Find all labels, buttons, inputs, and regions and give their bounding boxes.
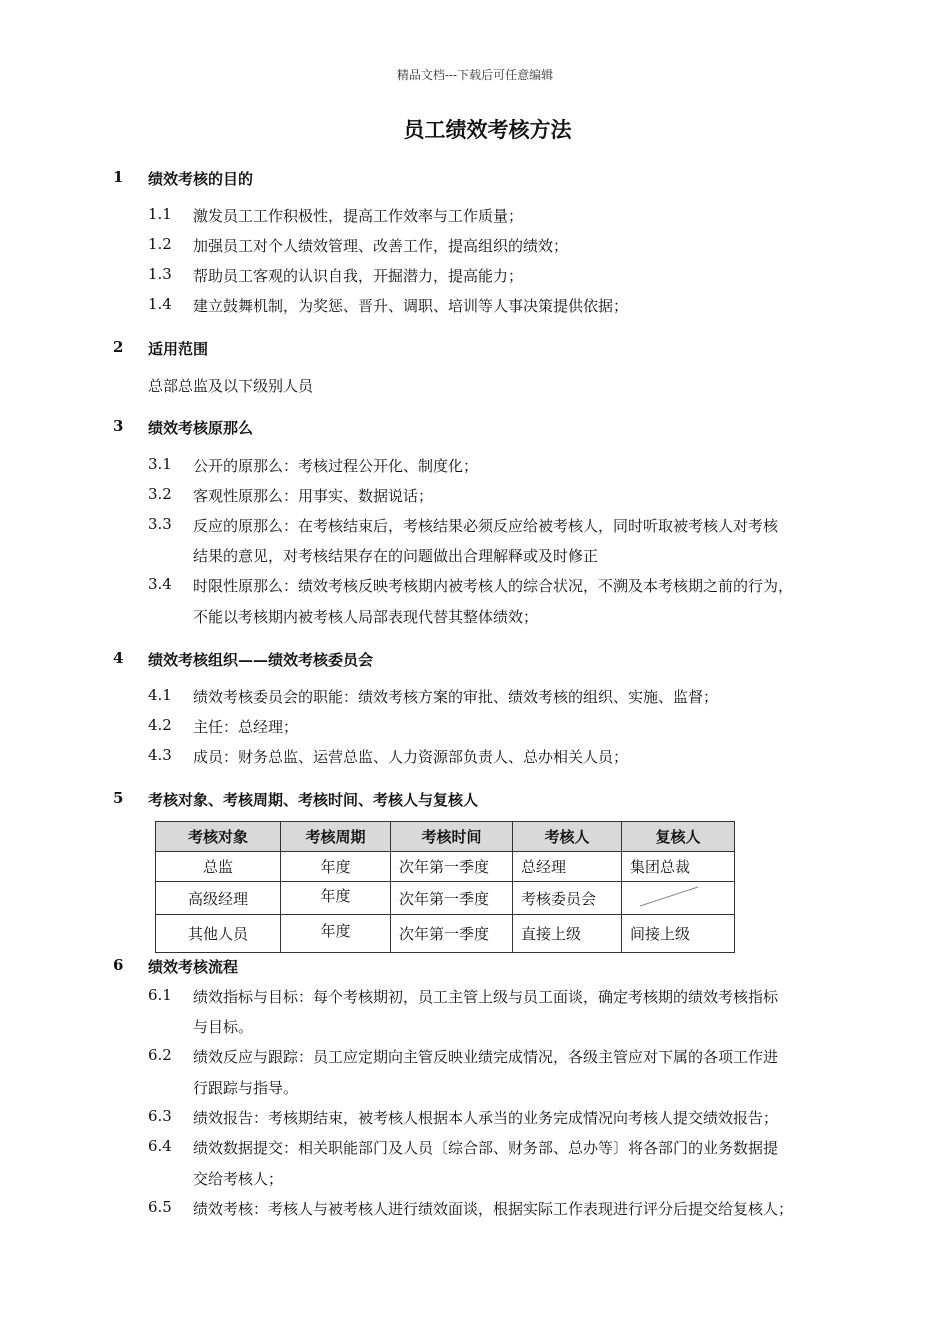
item-6-2-text-line2: 行跟踪与指导。	[193, 1079, 299, 1097]
item-4-1-number: 4.1	[148, 686, 172, 704]
table-cell: 总监	[156, 852, 281, 882]
item-6-3-number: 6.3	[148, 1107, 172, 1125]
table-row	[156, 915, 735, 953]
table-header-cell: 考核时间	[391, 822, 513, 852]
diagonal-line	[622, 882, 735, 912]
item-6-5-number: 6.5	[148, 1198, 172, 1216]
table-cell: 年度	[281, 882, 391, 915]
item-6-2-number: 6.2	[148, 1046, 172, 1064]
item-6-4-text-line1: 绩效数据提交：相关职能部门及人员〔综合部、财务部、总办等〕将各部门的业务数据提	[193, 1139, 779, 1157]
item-3-1-number: 3.1	[148, 455, 172, 473]
item-3-3-text-line2: 结果的意见，对考核结果存在的问题做出合理解释或及时修正	[193, 547, 599, 565]
table-cell: 总经理	[513, 852, 622, 882]
table-cell: 考核委员会	[513, 882, 622, 915]
item-1-3-text: 帮助员工客观的认识自我，开掘潜力，提高能力；	[193, 267, 524, 285]
table-cell: 年度	[281, 915, 391, 953]
item-1-1-text: 激发员工工作积极性，提高工作效率与工作质量；	[193, 207, 524, 225]
table-cell: 次年第一季度	[391, 915, 513, 953]
table-cell: 次年第一季度	[391, 882, 513, 915]
document-title: 员工绩效考核方法	[403, 117, 572, 142]
table-cell: 其他人员	[156, 915, 281, 953]
section-1-number: 1	[113, 168, 124, 186]
item-4-1-text: 绩效考核委员会的职能：绩效考核方案的审批、绩效考核的组织、实施、监督；	[193, 688, 719, 706]
item-1-4-number: 1.4	[148, 295, 172, 313]
table-cell: 直接上级	[513, 915, 622, 953]
table-cell-diagonal	[622, 882, 735, 915]
item-6-3-text: 绩效报告：考核期结束，被考核人根据本人承当的业务完成情况向考核人提交绩效报告；	[193, 1109, 779, 1127]
section-6-number: 6	[113, 956, 124, 974]
section-6-title: 绩效考核流程	[148, 958, 239, 976]
item-4-3-number: 4.3	[148, 746, 172, 764]
item-6-2-text-line1: 绩效反应与跟踪：员工应定期向主管反映业绩完成情况，各级主管应对下属的各项工作进	[193, 1048, 779, 1066]
table-cell: 高级经理	[156, 882, 281, 915]
section-1-title: 绩效考核的目的	[148, 170, 254, 188]
item-4-2-text: 主任：总经理；	[193, 718, 299, 736]
item-6-1-text-line1: 绩效指标与目标：每个考核期初，员工主管上级与员工面谈，确定考核期的绩效考核指标	[193, 988, 779, 1006]
item-4-2-number: 4.2	[148, 716, 172, 734]
item-6-4-text-line2: 交给考核人；	[193, 1170, 284, 1188]
item-6-1-text-line2: 与目标。	[193, 1018, 254, 1036]
item-1-2-text: 加强员工对个人绩效管理、改善工作，提高组织的绩效；	[193, 237, 569, 255]
table-row	[156, 852, 735, 882]
item-1-1-number: 1.1	[148, 205, 172, 223]
section-2-text: 总部总监及以下级别人员	[148, 377, 314, 395]
table-header-cell: 考核人	[513, 822, 622, 852]
assessment-table	[155, 821, 735, 953]
table-header-cell: 复核人	[622, 822, 735, 852]
item-4-3-text: 成员：财务总监、运营总监、人力资源部负责人、总办相关人员；	[193, 748, 629, 766]
table-cell: 间接上级	[622, 915, 735, 953]
item-6-5-text: 绩效考核：考核人与被考核人进行绩效面谈，根据实际工作表现进行评分后提交给复核人；	[193, 1200, 794, 1218]
section-2-title: 适用范围	[148, 340, 209, 358]
item-1-3-number: 1.3	[148, 265, 172, 283]
table-row	[156, 882, 735, 915]
table-cell: 集团总裁	[622, 852, 735, 882]
table-header-cell: 考核对象	[156, 822, 281, 852]
item-1-4-text: 建立鼓舞机制，为奖惩、晋升、调职、培训等人事决策提供依据；	[193, 297, 629, 315]
item-3-3-number: 3.3	[148, 515, 172, 533]
section-5-number: 5	[113, 789, 124, 807]
item-6-4-number: 6.4	[148, 1137, 172, 1155]
item-3-4-number: 3.4	[148, 575, 172, 593]
item-3-3-text-line1: 反应的原那么：在考核结束后，考核结果必须反应给被考核人，同时听取被考核人对考核	[193, 517, 779, 535]
table-cell: 年度	[281, 852, 391, 882]
section-3-number: 3	[113, 417, 124, 435]
item-6-1-number: 6.1	[148, 986, 172, 1004]
table-header-cell: 考核周期	[281, 822, 391, 852]
item-3-2-text: 客观性原那么：用事实、数据说话；	[193, 487, 434, 505]
section-4-number: 4	[113, 649, 124, 667]
item-3-4-text-line1: 时限性原那么：绩效考核反映考核期内被考核人的综合状况，不溯及本考核期之前的行为，	[193, 577, 794, 595]
item-1-2-number: 1.2	[148, 235, 172, 253]
item-3-4-text-line2: 不能以考核期内被考核人局部表现代替其整体绩效；	[193, 608, 539, 626]
table-cell: 次年第一季度	[391, 852, 513, 882]
section-4-title: 绩效考核组织——绩效考核委员会	[148, 651, 374, 669]
section-2-number: 2	[113, 338, 124, 356]
table-header-row	[156, 822, 735, 852]
page-header: 精品文档---下载后可任意编辑	[396, 68, 554, 82]
section-5-title: 考核对象、考核周期、考核时间、考核人与复核人	[148, 791, 479, 809]
item-3-1-text: 公开的原那么：考核过程公开化、制度化；	[193, 457, 479, 475]
section-3-title: 绩效考核原那么	[148, 419, 254, 437]
item-3-2-number: 3.2	[148, 485, 172, 503]
